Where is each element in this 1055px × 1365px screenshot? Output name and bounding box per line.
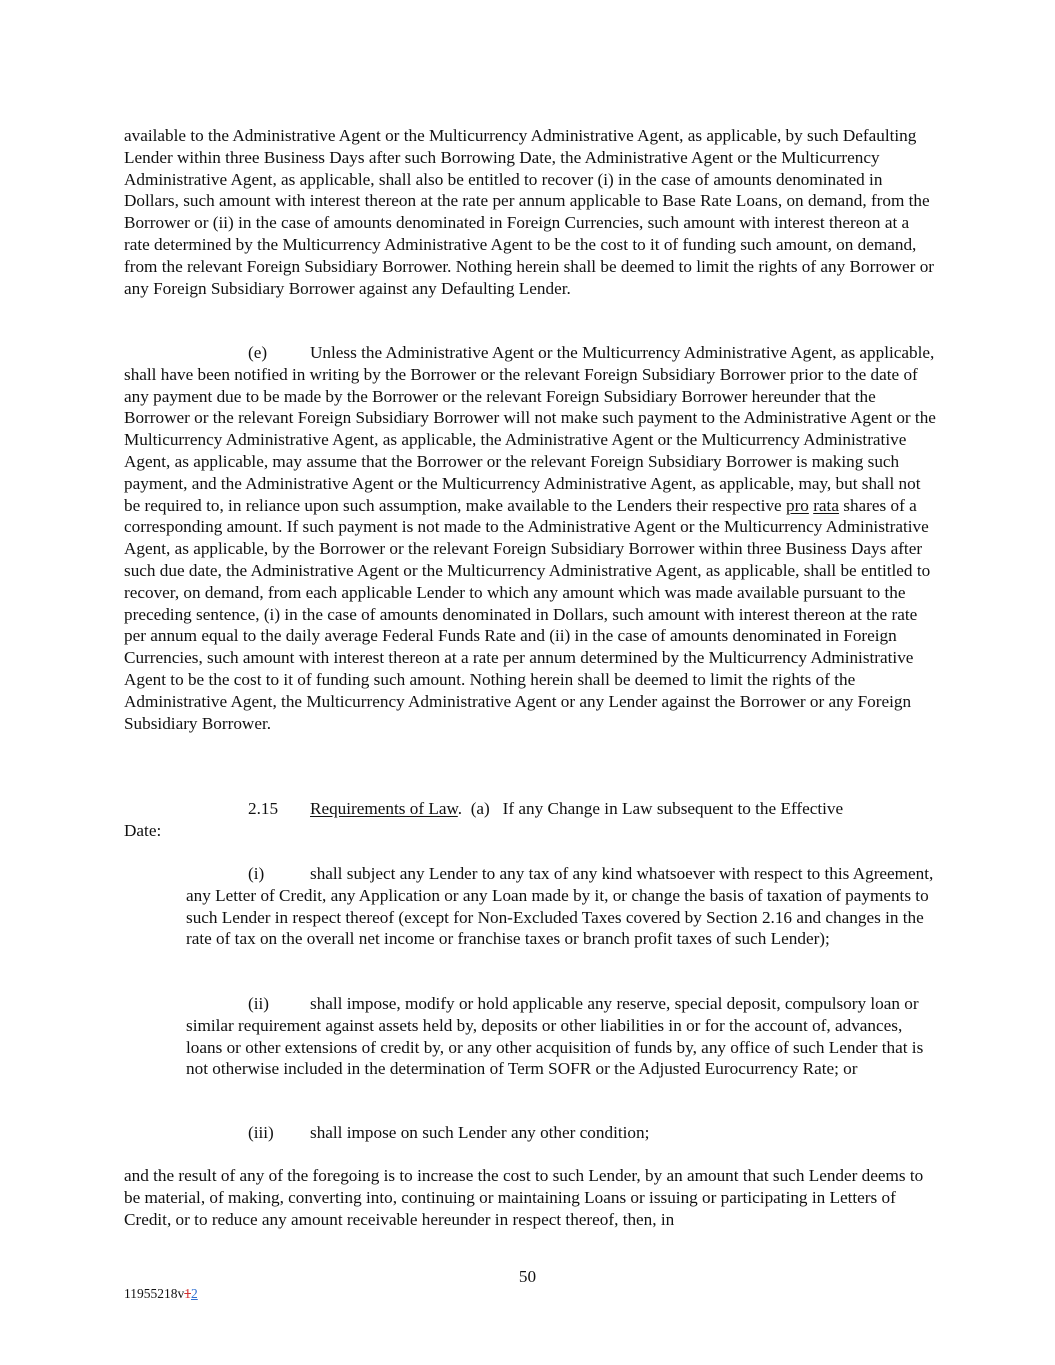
section-title: Requirements of Law [310, 799, 458, 818]
list-item-i [186, 863, 936, 950]
closing-paragraph-text: and the result of any of the foregoing is to increase the cost to such Lender, by an amount that such Lender deems to be material, of making, converting into, continuing or maintaining Loans or issuing or participating in Letters of Credit, or to reduce any amount receivable hereunder in respect thereof, then, in [124, 1166, 924, 1229]
list-item-i-label: (i) [248, 864, 265, 883]
document-id-base: 11955218v [124, 1286, 185, 1301]
paragraph-e-text-before: Unless the Administrative Agent or the Multicurrency Administrative Agent, as applicable, shall have been notified in writing by the Borrower or the relevant Foreign Subsidiary Borrower prior to the date of any payment due to be made by the Borrower or the relevant Foreign Subsidiary Borrower hereunder that the Borrower or the relevant Foreign Subsidiary Borrower will not make such payment to the Administrative Agent or the Multicurrency Administrative Agent, as applicable, the Administrative Agent or the Multicurrency Administrative Agent, as applicable, may assume that the Borrower or the relevant Foreign Subsidiary Borrower is making such payment, and the Administrative Agent or the Multicurrency Administrative Agent, as applicable, may, but shall not be required to, in reliance upon such assumption, make available to the Lenders their respective [124, 343, 936, 515]
list-item-iii-text: shall impose on such Lender any other condition; [310, 1123, 650, 1142]
list-item-iii [186, 1122, 936, 1144]
list-item-ii-text: shall impose, modify or hold applicable any reserve, special deposit, compulsory loan or similar requirement against assets held by, deposits or other liabilities in or for the account of, advances, loans or other extensions of credit by, or any other acquisition of funds by, any office of such Lender that is not otherwise included in the determination of Term SOFR or the Adjusted Eurocurrency Rate; or [186, 994, 924, 1079]
document-id-deleted-version: 1 [184, 1286, 191, 1301]
list-item-i-text: shall subject any Lender to any tax of any kind whatsoever with respect to this Agreement, any Letter of Credit, any Application or any Loan made by it, or change the basis of taxation of payments to such Lender in respect thereof (except for Non-Excluded Taxes covered by Section 2.16 and changes in the rate of tax on the overall net income or franchise taxes or branch profit taxes of such Lender); [186, 864, 934, 949]
section-number: 2.15 [248, 799, 279, 818]
section-2-15-heading [248, 798, 948, 820]
list-item-ii-label: (ii) [248, 994, 269, 1013]
list-item-iii-label: (iii) [248, 1123, 274, 1142]
paragraph-e [124, 342, 936, 734]
document-id [124, 1286, 198, 1302]
list-item-ii [186, 993, 936, 1080]
pro-text: pro [785, 495, 809, 515]
rata-text: rata [813, 495, 839, 515]
closing-paragraph [124, 1165, 936, 1230]
paragraph-e-label: (e) [248, 343, 268, 362]
document-id-inserted-version: 2 [191, 1286, 198, 1301]
section-heading-rest: . (a) If any Change in Law subsequent to the Effective [457, 799, 844, 818]
paragraph-continuation [124, 125, 936, 299]
page-number: 50 [518, 1267, 537, 1286]
paragraph-continuation-text: available to the Administrative Agent or the Multicurrency Administrative Agent, as applicable, by such Defaulting Lender within three Business Days after such Borrowing Date, the Administrative Agent or the Multicurrency Administrative Agent, as applicable, shall also be entitled to recover (i) in the case of amounts denominated in Dollars, such amount with interest thereon at the rate per annum applicable to Base Rate Loans, on demand, from the Borrower or (ii) in the case of amounts denominated in Foreign Currencies, such amount with interest thereon at a rate determined by the Multicurrency Administrative Agent to be the cost to it of funding such amount, on demand, from the relevant Foreign Subsidiary Borrower. Nothing herein shall be deemed to limit the rights of any Borrower or any Foreign Subsidiary Borrower against any Defaulting Lender. [124, 126, 935, 298]
section-date-word: Date: [124, 821, 162, 840]
paragraph-e-text-after: shares of a corresponding amount. If such payment is not made to the Administrative Agent or the Multicurrency Administrative Agent, as applicable, by the Borrower or the relevant Foreign Subsidiary Borrower within three Business Days after such due date, the Administrative Agent or the Multicurrency Administrative Agent, as applicable, shall be entitled to recover, on demand, from each applicable Lender to which any amount which was made available pursuant to the preceding sentence, (i) in the case of amounts denominated in Dollars, such amount with interest thereon at the rate per annum equal to the daily average Federal Funds Rate and (ii) in the case of amounts denominated in Foreign Currencies, such amount with interest thereon at a rate per annum determined by the Multicurrency Administrative Agent to be the cost to it of funding such amount. Nothing herein shall be deemed to limit the rights of the Administrative Agent, the Multicurrency Administrative Agent or any Lender against the Borrower or any Foreign Subsidiary Borrower. [124, 495, 931, 733]
